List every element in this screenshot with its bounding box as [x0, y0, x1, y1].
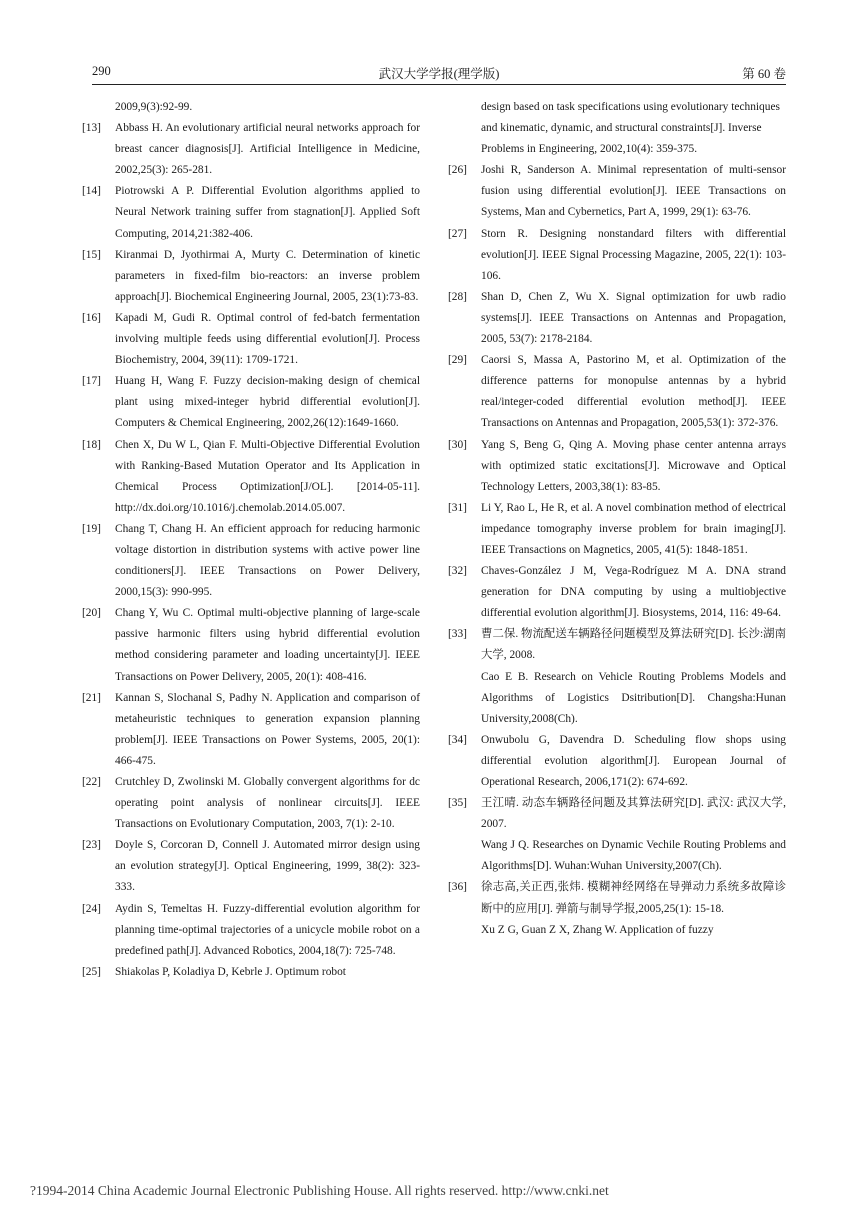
reference-continuation: 2009,9(3):92-99. [115, 101, 193, 113]
reference-number: [15] [82, 248, 101, 261]
reference-item [448, 793, 786, 877]
reference-item [82, 603, 420, 687]
reference-number: [33] [448, 628, 467, 641]
reference-item [82, 308, 420, 371]
reference-text: 王江晴. 动态车辆路径问题及其算法研究[D]. 武汉: 武汉大学, 2007. [481, 797, 786, 831]
journal-title: 武汉大学学报(理学版) [378, 67, 500, 81]
reference-text: Doyle S, Corcoran D, Connell J. Automated mirror design using an evolution strategy[J]. Optical Engineering, 1999, 38(2): 323-333. [115, 839, 420, 894]
reference-text: Aydin S, Temeltas H. Fuzzy-differential evolution algorithm for planning time-optimal trajectories of a unicycle mobile robot on a predefined path[J]. Advanced Robotics, 2004,18(7): 725-748. [115, 902, 420, 957]
reference-number: [19] [82, 522, 101, 535]
reference-item [82, 835, 420, 898]
reference-item [82, 899, 420, 962]
right-column [448, 97, 786, 941]
reference-item [448, 224, 786, 287]
header-rule [92, 84, 786, 85]
reference-text: Chang Y, Wu C. Optimal multi-objective planning of large-scale passive harmonic filters using hybrid differential evolution method considering parameter and loading uncertainty[J]. IEEE Transactions on Power Delivery, 2005, 20(1): 408-416. [115, 607, 420, 683]
reference-continuation: design based on task specifications using evolutionary techniques and kinematic, dynamic, and structural constraints[J]. Inverse Problems in Engineering, 2002,10(4): 359-375. [481, 101, 780, 156]
reference-text: Joshi R, Sanderson A. Minimal representation of multi-sensor fusion using differential evolution[J]. IEEE Transactions on Systems, Man and Cybernetics, Part A, 1999, 29(1): 63-76. [481, 164, 786, 219]
reference-item [448, 435, 786, 498]
reference-text: Yang S, Beng G, Qing A. Moving phase center antenna arrays with optimized static excitations[J]. Microwave and Optical Technology Letters, 2003,38(1): 83-85. [481, 438, 786, 493]
reference-number: [21] [82, 691, 101, 704]
reference-text: Shan D, Chen Z, Wu X. Signal optimization for uwb radio systems[J]. IEEE Transactions on Antennas and Propagation, 2005, 53(7): 2178-2184. [481, 290, 786, 346]
reference-item [82, 962, 420, 983]
reference-text: Chaves-González J M, Vega-Rodríguez M A. DNA strand generation for DNA computing by using a multiobjective differential evolution algorithm[J]. Biosystems, 2014, 116: 49-64. [481, 565, 786, 620]
reference-text: Crutchley D, Zwolinski M. Globally convergent algorithms for dc operating point analysis of nonlinear circuits[J]. IEEE Transactions on Evolutionary Computation, 2003, 7(1): 2-10. [115, 776, 420, 831]
reference-number: [29] [448, 354, 467, 367]
reference-item [448, 287, 786, 350]
reference-translation: Xu Z G, Guan Z X, Zhang W. Application of fuzzy [481, 923, 714, 936]
reference-item [448, 624, 786, 729]
reference-item [82, 118, 420, 181]
reference-item [82, 245, 420, 308]
page-number: 290 [92, 64, 111, 78]
reference-text: 徐志高,关正西,张炜. 模糊神经网络在导弹动力系统多故障诊断中的应用[J]. 弹箭与制导学报,2005,25(1): 15-18. [481, 881, 786, 915]
reference-item [82, 371, 420, 434]
reference-number: [14] [82, 185, 101, 198]
reference-translation: Wang J Q. Researches on Dynamic Vechile Routing Problems and Algorithms[D]. Wuhan:Wuhan University,2007(Ch). [481, 839, 786, 873]
reference-number: [28] [448, 290, 467, 303]
reference-text: Caorsi S, Massa A, Pastorino M, et al. Optimization of the difference patterns for monopulse antennas by a hybrid real/integer-coded differential evolution method[J]. IEEE Transactions on Antennas and Propagation, 2005,53(1): 372-376. [481, 354, 786, 430]
reference-number: [13] [82, 122, 101, 135]
reference-number: [35] [448, 797, 467, 810]
reference-number: [25] [82, 965, 101, 978]
reference-item [448, 561, 786, 624]
reference-number: [30] [448, 438, 467, 451]
reference-number: [34] [448, 733, 467, 746]
reference-item [448, 498, 786, 561]
reference-text: Kannan S, Slochanal S, Padhy N. Application and comparison of metaheuristic techniques to generation expansion planning problem[J]. IEEE Transactions on Power Systems, 2005, 20(1): 466-475. [115, 691, 420, 767]
reference-text: Kiranmai D, Jyothirmai A, Murty C. Determination of kinetic parameters in fixed-film bio-reactors: an inverse problem approach[J]. Biochemical Engineering Journal, 2005, 23(1):73-83. [115, 248, 420, 303]
reference-item [448, 160, 786, 223]
reference-number: [26] [448, 164, 467, 177]
reference-number: [23] [82, 839, 101, 852]
reference-item [448, 730, 786, 793]
reference-number: [22] [82, 776, 101, 788]
reference-item [82, 772, 420, 835]
reference-number: [24] [82, 902, 101, 915]
reference-list [448, 160, 786, 940]
reference-number: [31] [448, 501, 467, 514]
reference-text: Kapadi M, Gudi R. Optimal control of fed-batch fermentation involving multiple feeds using differential evolution[J]. Process Biochemistry, 2004, 39(11): 1709-1721. [115, 311, 420, 367]
reference-text: Storn R. Designing nonstandard filters with differential evolution[J]. IEEE Signal Processing Magazine, 2005, 22(1): 103-106. [481, 227, 786, 282]
reference-number: [16] [82, 311, 101, 324]
reference-item [448, 350, 786, 434]
footer-text: ?1994-2014 China Academic Journal Electronic Publishing House. All rights reserved. http://www.cnki.net [30, 1183, 609, 1198]
reference-text: Shiakolas P, Koladiya D, Kebrle J. Optimum robot [115, 965, 346, 978]
reference-text: Li Y, Rao L, He R, et al. A novel combination method of electrical impedance tomography inverse problem for brain imaging[J]. IEEE Transactions on Magnetics, 2005, 41(5): 1848-1851. [481, 501, 786, 556]
page-header [92, 64, 786, 80]
reference-item [82, 688, 420, 772]
reference-item [82, 435, 420, 519]
reference-item [82, 519, 420, 603]
reference-number: [32] [448, 565, 467, 578]
reference-text: Piotrowski A P. Differential Evolution algorithms applied to Neural Network training suffer from stagnation[J]. Applied Soft Computing, 2014,21:382-406. [115, 185, 420, 240]
reference-number: [27] [448, 227, 467, 240]
reference-text: Chang T, Chang H. An efficient approach for reducing harmonic voltage distortion in distribution systems with active power line conditioners[J]. IEEE Transactions on Power Delivery, 2000,15(3): 990-995. [115, 522, 420, 599]
reference-text: Huang H, Wang F. Fuzzy decision-making design of chemical plant using mixed-integer hybrid differential evolution[J]. Computers & Chemical Engineering, 2002,26(12):1649-1660. [115, 375, 420, 430]
reference-text: Chen X, Du W L, Qian F. Multi-Objective Differential Evolution with Ranking-Based Mutation Operator and Its Application in Chemical Process Optimization[J/OL]. [2014-05-11]. http://dx.doi.org/10.1016/j.chemolab.2014.05.007. [115, 438, 420, 514]
reference-number: [36] [448, 881, 467, 894]
volume-label: 第 60 卷 [742, 67, 786, 81]
reference-number: [18] [82, 438, 101, 451]
reference-text: Abbass H. An evolutionary artificial neural networks approach for breast cancer diagnosis[J]. Artificial Intelligence in Medicine, 2002,25(3): 265-281. [115, 122, 420, 177]
reference-number: [20] [82, 607, 101, 620]
reference-text: 曹二保. 物流配送车辆路径问题模型及算法研究[D]. 长沙:湖南大学, 2008. [481, 628, 786, 662]
reference-item [448, 877, 786, 940]
reference-number: [17] [82, 375, 101, 388]
reference-translation: Cao E B. Research on Vehicle Routing Problems Models and Algorithms of Logistics Dsitribution[D]. Changsha:Hunan University,2008(Ch). [481, 670, 786, 725]
reference-item [82, 181, 420, 244]
reference-list [82, 118, 420, 983]
reference-text: Onwubolu G, Davendra D. Scheduling flow shops using differential evolution algorithm[J]. European Journal of Operational Research, 2006,171(2): 674-692. [481, 733, 786, 788]
left-column [82, 97, 420, 983]
